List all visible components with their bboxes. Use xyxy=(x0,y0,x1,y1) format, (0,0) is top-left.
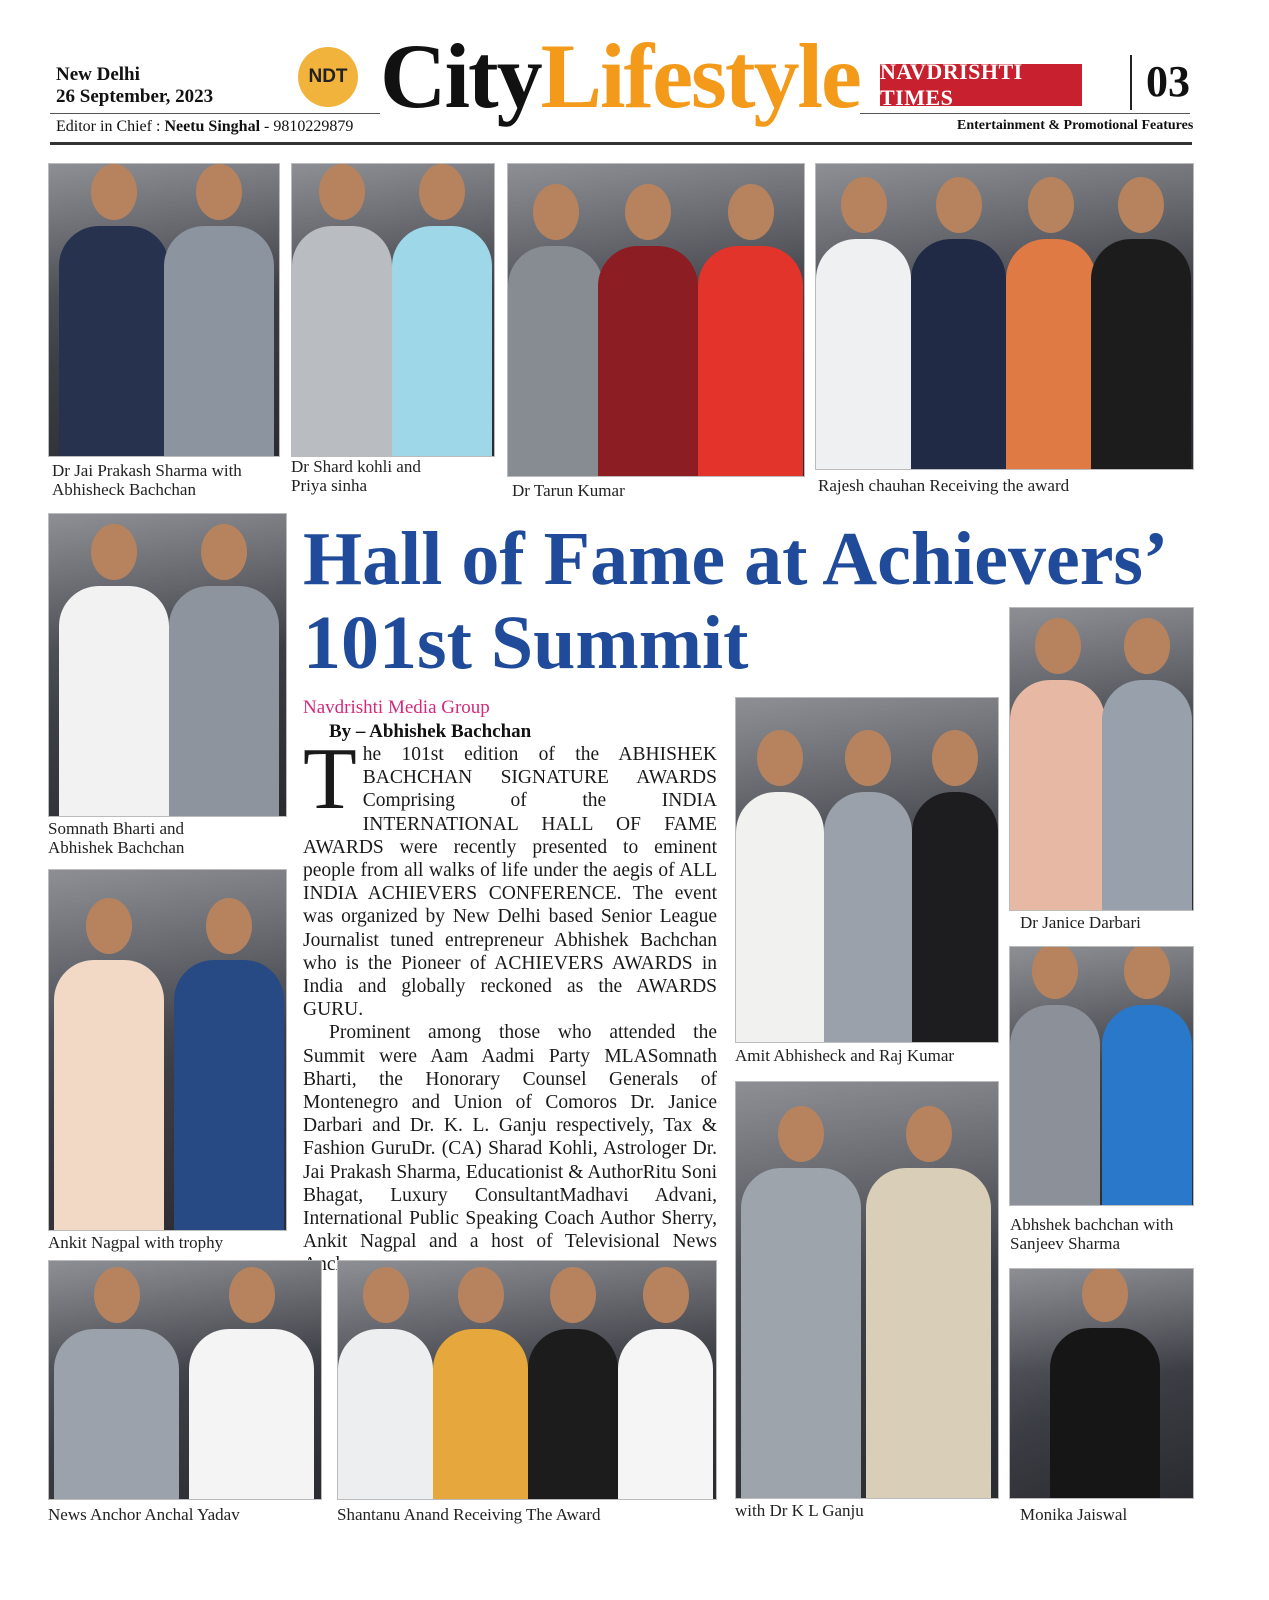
article-dropcap: T xyxy=(303,731,357,828)
editor-name: Neetu Singhal xyxy=(164,118,261,135)
masthead-city: City xyxy=(380,25,541,127)
caption-anchal-yadav: News Anchor Anchal Yadav xyxy=(48,1505,240,1524)
headline-line1: Hall of Fame at Achievers’ xyxy=(303,517,1169,601)
caption-kl-ganju: with Dr K L Ganju xyxy=(735,1501,864,1520)
article-para2: Prominent among those who attended the Summit were Aam Aadmi Party MLASomnath Bharti, the Honorary Counsel Generals of Montenegro and Union of Comoros Dr. Janice Darbari and Dr. K. L. Ganju respectively, Tax & Fashion GuruDr. (CA) Sharad Kohli, Astrologer Dr. Jai Prakash Sharma, Educationist & AuthorRitu Soni Bhagat, Luxury ConsultantMadhavi Advani, International Public Speaking Coach Author Sherry, Ankit Nagpal and a host of Televisional News xyxy=(303,1022,717,1253)
caption-jai-prakash-sharma: Dr Jai Prakash Sharma with Abhisheck Bachchan xyxy=(52,461,242,499)
caption-sanjeev-sharma: Abhshek bachchan with Sanjeev Sharma xyxy=(1010,1215,1174,1253)
photo-shantanu-anand xyxy=(337,1260,717,1500)
caption-shard-kohli: Dr Shard kohli and Priya sinha xyxy=(291,457,421,495)
header xyxy=(0,0,1269,150)
header-rule xyxy=(50,142,1192,145)
caption-tarun-kumar: Dr Tarun Kumar xyxy=(512,481,625,500)
dateline-date: 26 September, 2023 xyxy=(56,86,214,107)
editor-line xyxy=(56,118,353,136)
photo-jai-prakash-sharma xyxy=(48,163,280,457)
photo-kl-ganju xyxy=(735,1081,999,1499)
page-divider xyxy=(1130,55,1132,110)
photo-tarun-kumar xyxy=(507,163,805,477)
article-source: Navdrishti Media Group xyxy=(303,697,490,718)
headline-line2: 101st Summit xyxy=(303,601,749,685)
masthead-lifestyle: Lifestyle xyxy=(540,25,860,127)
article-para1: he 101st edition of the ABHISHEK BACHCHAN SIGNATURE AWARDS Comprising of the INDIA INTERNATIONAL HALL OF FAME AWARDS were recently presented to eminent people from all walks of life under the aegis of ALL INDIA ACHIEVERS CONFERENCE. The event was organized by New Delhi based Senior League Journalist tuned entrepreneur Abhishek Bachchan who is the Pioneer of ACHIEVERS AWARDS in India and globally reckoned as the AWARDS GURU. xyxy=(303,744,717,1021)
caption-monika-jaiswal: Monika Jaiswal xyxy=(1020,1505,1128,1524)
photo-anchal-yadav xyxy=(48,1260,322,1500)
editor-phone: - 9810229879 xyxy=(260,118,354,135)
section-label: Entertainment & Promotional Features xyxy=(957,118,1194,133)
navdrishti-times-logo: NAVDRISHTI TIMES xyxy=(880,64,1082,106)
photo-rajesh-chauhan xyxy=(815,163,1194,470)
dateline-city: New Delhi xyxy=(56,64,140,85)
caption-shantanu-anand: Shantanu Anand Receiving The Award xyxy=(337,1505,601,1524)
editor-label: Editor in Chief : xyxy=(56,118,165,135)
photo-ankit-nagpal xyxy=(48,869,287,1231)
photo-shard-kohli xyxy=(291,163,495,457)
photo-amit-abhisheck xyxy=(735,697,999,1043)
page-number: 03 xyxy=(1146,57,1190,106)
photo-janice-darbari xyxy=(1009,607,1194,911)
ndt-logo: NDT xyxy=(298,47,358,107)
caption-rajesh-chauhan: Rajesh chauhan Receiving the award xyxy=(818,476,1070,495)
caption-janice-darbari: Dr Janice Darbari xyxy=(1020,913,1141,932)
photo-monika-jaiswal xyxy=(1009,1268,1194,1499)
photo-somnath-bharti xyxy=(48,513,287,817)
caption-amit-abhisheck: Amit Abhisheck and Raj Kumar xyxy=(735,1046,955,1065)
caption-ankit-nagpal: Ankit Nagpal with trophy xyxy=(48,1233,224,1252)
masthead-title xyxy=(380,25,860,127)
article-byline: By – Abhishek Bachchan xyxy=(329,721,532,742)
photo-sanjeev-sharma xyxy=(1009,946,1194,1206)
caption-somnath-bharti: Somnath Bharti and Abhishek Bachchan xyxy=(48,819,185,857)
